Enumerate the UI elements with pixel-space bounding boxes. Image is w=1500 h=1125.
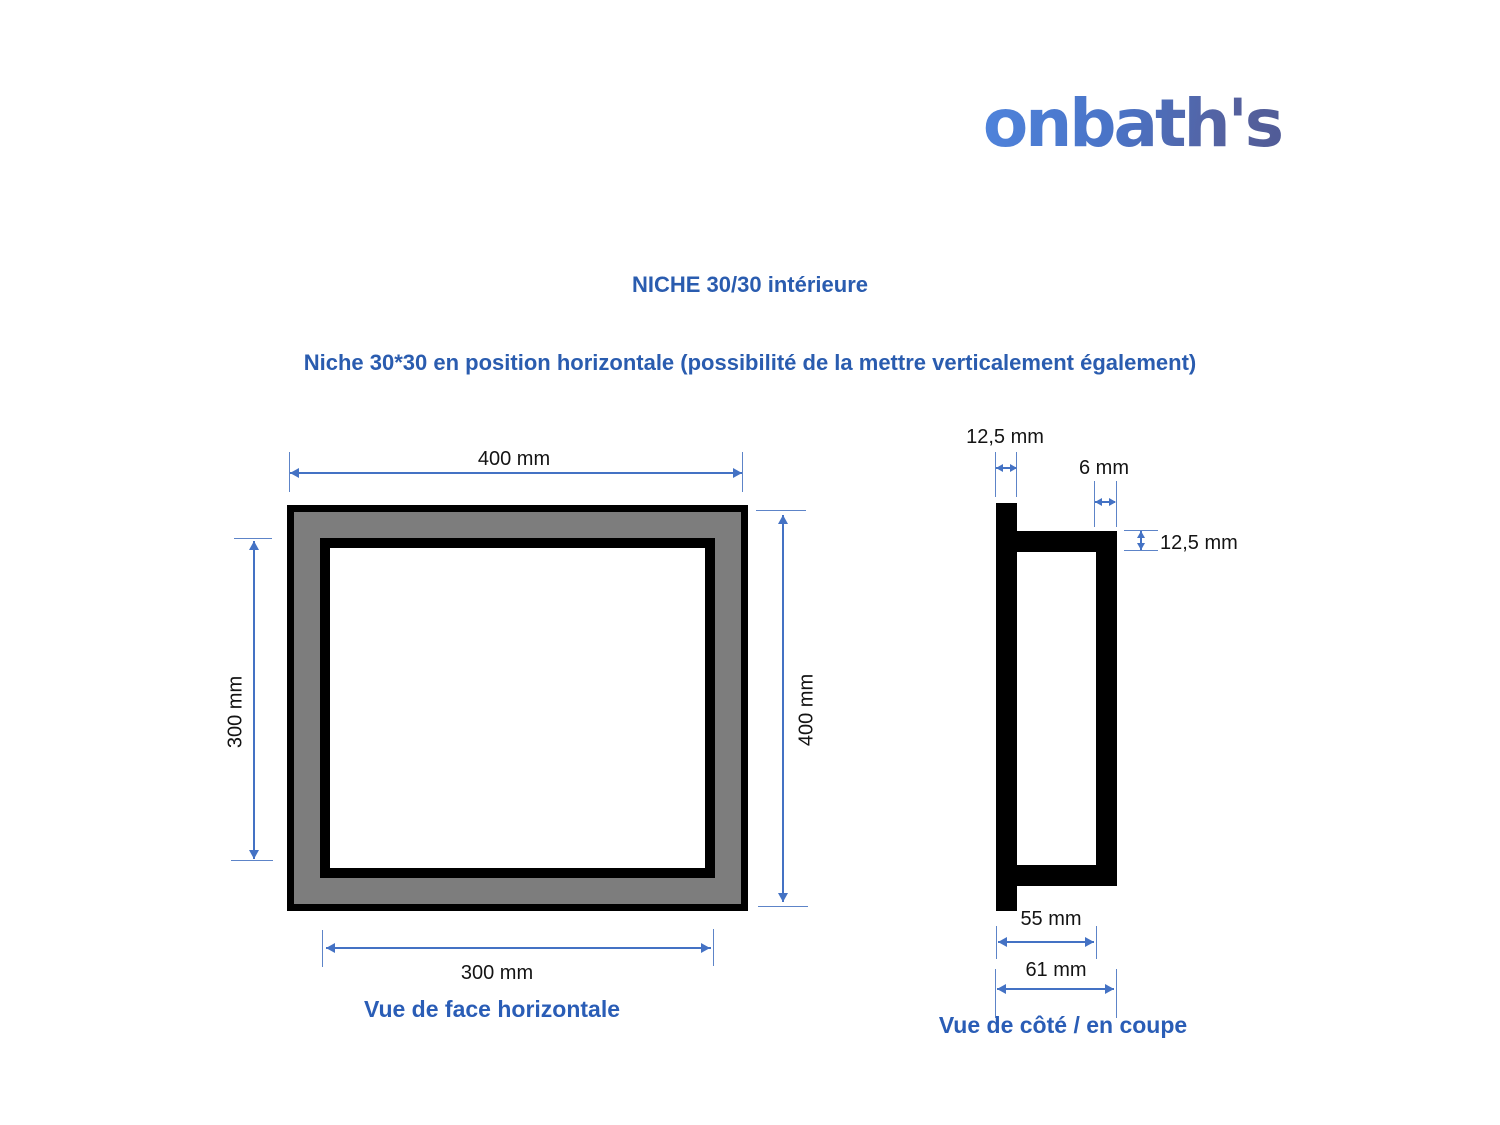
front-dim-top-extension-right: [742, 452, 743, 492]
side-view-caption: Vue de côté / en coupe: [938, 1012, 1188, 1038]
front-view-outer-frame: [287, 505, 748, 911]
side-dim-inner-depth-extension-right: [1096, 926, 1097, 959]
side-dim-outer-depth-extension-left: [995, 969, 996, 1018]
front-dim-top-line: [290, 472, 742, 474]
front-view-gray-band: [294, 512, 741, 904]
side-dim-thickness-extension-bottom: [1124, 550, 1158, 551]
side-dim-flange-label: 12,5 mm: [966, 426, 1044, 448]
front-dim-bottom-line: [326, 947, 711, 949]
side-dim-inner-depth-arrow-left: [998, 937, 1007, 947]
page-title: NICHE 30/30 intérieure: [632, 272, 868, 297]
front-dim-top-label: 400 mm: [477, 448, 551, 470]
front-dim-right-arrow-top: [778, 515, 788, 524]
side-dim-outer-depth-extension-right: [1116, 969, 1117, 1018]
side-dim-back-wall-label: 6 mm: [1079, 457, 1129, 479]
side-dim-inner-depth-extension-left: [996, 926, 997, 959]
front-dim-bottom-arrow-right: [701, 943, 710, 953]
side-dim-back-wall-arrow-left: [1095, 498, 1102, 506]
front-dim-bottom-arrow-left: [326, 943, 335, 953]
front-dim-bottom-extension-right: [713, 929, 714, 966]
side-dim-outer-depth-line: [997, 988, 1114, 990]
front-dim-left-arrow-top: [249, 541, 259, 550]
front-dim-right-extension-top: [756, 510, 806, 511]
side-dim-flange-extension-right: [1016, 452, 1017, 497]
front-dim-bottom-extension-left: [322, 930, 323, 967]
front-dim-left-arrow-bottom: [249, 850, 259, 859]
page-subtitle: Niche 30*30 en position horizontale (possibilité de la mettre verticalement également): [303, 350, 1197, 375]
side-view-bottom-wall: [1017, 865, 1117, 886]
front-view-opening: [330, 548, 705, 868]
side-dim-thickness-arrow-bottom: [1137, 543, 1145, 550]
side-dim-outer-depth-arrow-left: [997, 984, 1006, 994]
front-dim-right-label: 400 mm: [795, 673, 818, 747]
logo: onbath's: [972, 78, 1292, 170]
front-dim-bottom-label: 300 mm: [460, 962, 534, 984]
front-dim-top-arrow-right: [733, 468, 742, 478]
side-dim-inner-depth-line: [998, 941, 1094, 943]
side-dim-inner-depth-label: 55 mm: [1020, 908, 1082, 930]
side-dim-back-wall-extension-right: [1116, 481, 1117, 527]
side-dim-flange-arrow-left: [996, 464, 1003, 472]
side-view-back-wall: [1096, 531, 1117, 886]
front-dim-left-label: 300 mm: [224, 675, 247, 749]
front-view-inner-frame: [320, 538, 715, 878]
front-dim-right-extension-bottom: [758, 906, 808, 907]
side-dim-inner-depth-arrow-right: [1085, 937, 1094, 947]
front-dim-left-line: [253, 541, 255, 859]
side-dim-flange-extension-left: [995, 452, 996, 497]
front-dim-left-extension-bottom: [231, 860, 273, 861]
side-dim-outer-depth-label: 61 mm: [1025, 959, 1087, 981]
front-view-caption: Vue de face horizontale: [363, 996, 621, 1022]
front-dim-right-arrow-bottom: [778, 893, 788, 902]
side-dim-outer-depth-arrow-right: [1105, 984, 1114, 994]
front-dim-top-arrow-left: [290, 468, 299, 478]
side-dim-thickness-label: 12,5 mm: [1160, 532, 1238, 554]
side-dim-thickness-arrow-top: [1137, 531, 1145, 538]
side-dim-back-wall-arrow-right: [1109, 498, 1116, 506]
front-dim-right-line: [782, 515, 784, 902]
front-dim-left-extension-top: [234, 538, 272, 539]
side-view-front-flange: [996, 503, 1017, 911]
side-dim-flange-arrow-right: [1010, 464, 1017, 472]
